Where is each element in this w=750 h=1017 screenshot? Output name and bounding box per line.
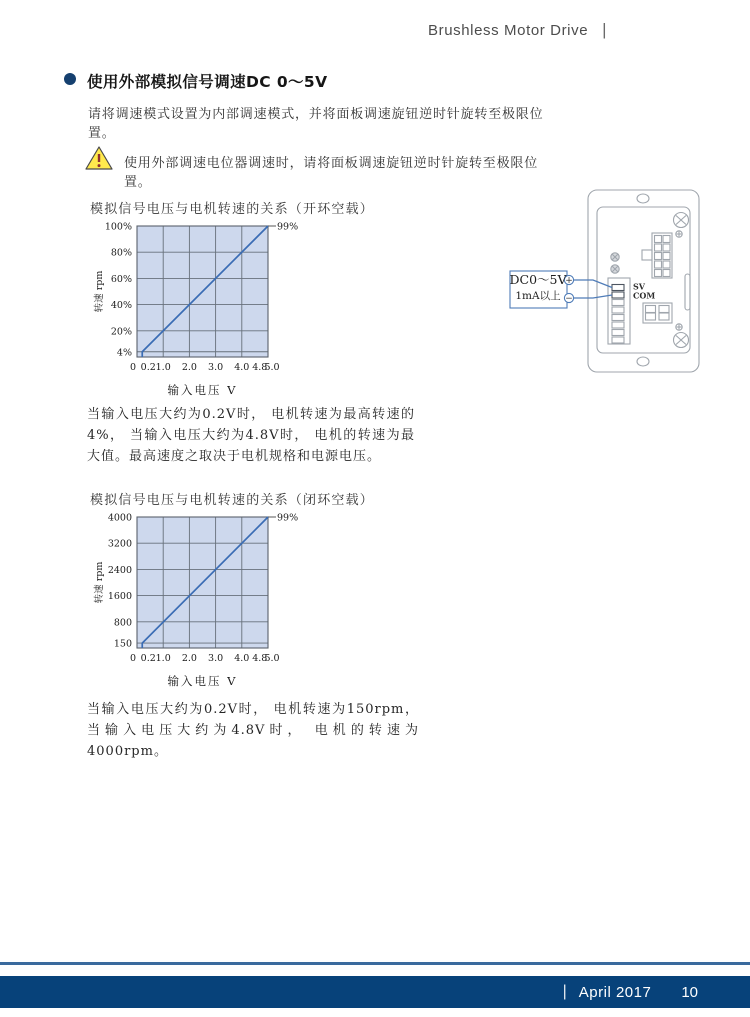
warning-text: 使用外部调速电位器调速时，请将面板调速旋钮逆时针旋转至极限位置。 — [124, 156, 539, 190]
mount-hole-top — [637, 194, 649, 203]
header-title: Brushless Motor Drive — [428, 21, 589, 39]
x-tick-label: 5.0 — [264, 362, 280, 373]
x-tick-label: 4.0 — [234, 362, 250, 373]
pilot-hole-top — [676, 231, 682, 237]
x-tick-label: 3.0 — [208, 653, 224, 664]
source-current-label: 1mA以上 — [515, 290, 561, 302]
x-tick-label: 3.0 — [208, 362, 224, 373]
x-tick-label: 0.2 — [140, 653, 156, 664]
panel-inner-outline — [597, 207, 690, 353]
mount-hole-bottom — [637, 357, 649, 366]
footer-bar — [0, 976, 750, 1008]
x-axis-label: 输入电压 V — [167, 383, 238, 397]
y-tick-label: 60% — [110, 273, 132, 285]
open-loop-paragraph: 当输入电压大约为0.2V时， 电机转速为最高转速的4%， 当输入电压大约为4.8V时， 电机的转速为最大值。最高速度之取决于电机规格和电源电压。 — [87, 407, 415, 464]
chart2-closed-loop — [88, 509, 338, 694]
y-tick-label: 800 — [113, 617, 132, 629]
footer-date: April 2017 — [578, 983, 652, 1001]
plus-sign: + — [565, 276, 573, 286]
wire-minus — [574, 295, 613, 298]
x-tick-label: 4.8 — [252, 653, 268, 664]
chart2-title: 模拟信号电压与电机转速的关系（闭环空载） — [90, 493, 375, 508]
intro-text: 请将调速模式设置为内部调速模式，并将面板调速旋钮逆时针旋转至极限位置。 — [88, 107, 544, 141]
x-axis-label: 输入电压 V — [167, 674, 238, 688]
closed-loop-paragraph: 当输入电压大约为0.2V时， 电机转速为150rpm， 当输入电压大约为4.8V时， 电机的转速为4000rpm。 — [87, 702, 419, 759]
bullet-icon — [64, 73, 76, 85]
y-tick-label: 3200 — [107, 538, 132, 550]
x-tick-label: 0 — [129, 653, 137, 664]
y-tick-label: 4% — [116, 347, 132, 359]
y-tick-label: 40% — [110, 300, 132, 312]
footer-divider: | — [562, 983, 567, 1000]
screw-top-right-icon — [674, 213, 689, 228]
x-tick-label: 0.2 — [140, 362, 156, 373]
wire-plus — [574, 280, 613, 288]
y-tick-label: 100% — [104, 221, 132, 233]
x-tick-label: 2.0 — [181, 653, 197, 664]
y-tick-label: 150 — [113, 638, 132, 650]
connector-4pin — [643, 303, 672, 323]
y-tick-label: 20% — [110, 326, 132, 338]
terminal-sv-label: SV — [633, 281, 645, 292]
adjuster-screws — [611, 253, 619, 273]
y-tick-label: 4000 — [107, 512, 132, 524]
x-tick-label: 4.0 — [234, 653, 250, 664]
drive-panel-diagram — [498, 182, 713, 382]
minus-sign: − — [565, 294, 573, 304]
source-voltage-label: DC0～5V — [509, 272, 567, 287]
page-header — [428, 20, 607, 40]
x-tick-label: 0 — [129, 362, 137, 373]
end-annotation: 99% — [277, 512, 299, 524]
y-tick-label: 80% — [110, 247, 132, 259]
terminal-com-label: COM — [633, 290, 656, 301]
footer-page-number: 10 — [681, 983, 698, 1001]
connector-10pin — [642, 233, 672, 278]
section-heading — [64, 70, 328, 92]
y-axis-label: 转速 rpm — [94, 561, 105, 604]
y-tick-label: 2400 — [107, 564, 132, 576]
section-title: 使用外部模拟信号调速DC 0～5V — [87, 73, 328, 91]
y-axis-label: 转速 rpm — [94, 270, 105, 313]
screw-bottom-right-icon — [674, 333, 689, 348]
header-divider: | — [602, 20, 607, 39]
y-tick-label: 1600 — [107, 591, 132, 603]
x-tick-label: 5.0 — [264, 653, 280, 664]
x-tick-label: 1.0 — [155, 362, 171, 373]
x-tick-label: 2.0 — [181, 362, 197, 373]
end-annotation: 99% — [277, 221, 299, 233]
pilot-hole-bottom — [676, 324, 682, 330]
warning-triangle-icon — [84, 145, 114, 176]
x-tick-label: 1.0 — [155, 653, 171, 664]
chart1-open-loop — [88, 218, 338, 403]
side-slot — [685, 274, 690, 310]
chart1-title: 模拟信号电压与电机转速的关系（开环空载） — [90, 202, 375, 217]
x-tick-label: 4.8 — [252, 362, 268, 373]
footer-rule — [0, 962, 750, 965]
